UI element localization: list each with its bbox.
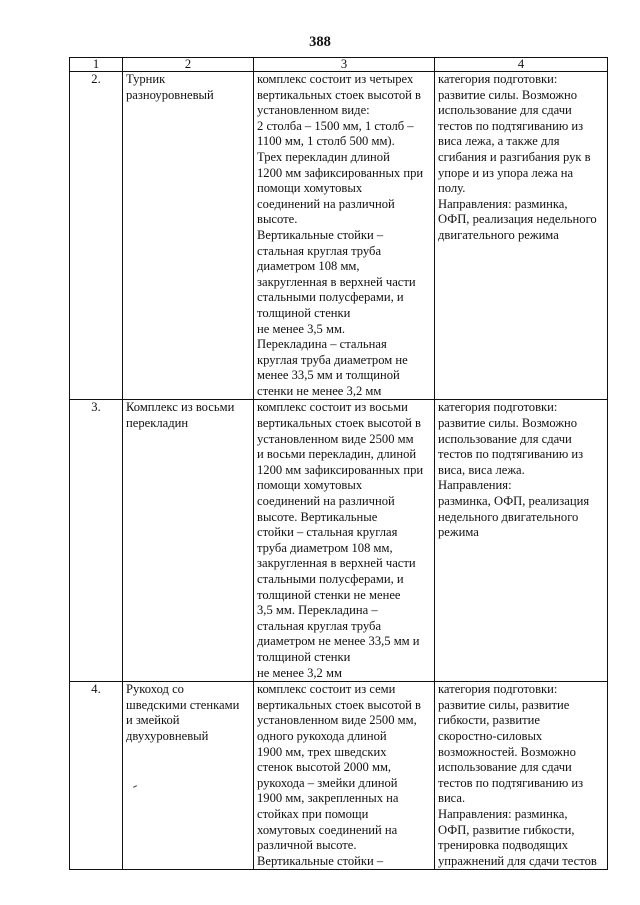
equipment-purpose-line: ОФП, развитие гибкости,: [438, 822, 575, 837]
equipment-description-line: стальными полусферами, и: [257, 290, 404, 305]
equipment-description-line: 1200 мм зафиксированных при: [257, 165, 424, 180]
equipment-name-line: Турник: [126, 72, 166, 86]
equipment-purpose-line: виса, виса лежа.: [438, 462, 525, 477]
equipment-description-line: установленном виде 2500 мм: [257, 431, 414, 446]
equipment-description-line: толщиной стенки не менее: [257, 587, 401, 602]
equipment-purpose-line: категория подготовки:: [438, 682, 558, 697]
equipment-purpose-line: скоростно-силовых: [438, 728, 543, 743]
equipment-description-line: стенки не менее 3,2 мм: [257, 383, 382, 398]
equipment-name-line: Рукоход со: [126, 682, 184, 697]
equipment-description-line: вертикальных стоек высотой в: [257, 697, 421, 712]
equipment-name-line: разноуровневый: [126, 87, 214, 102]
equipment-purpose-line: использование для сдачи: [438, 760, 572, 775]
equipment-description-line: Вертикальные стойки –: [257, 853, 384, 868]
row-number: 2.: [70, 72, 123, 400]
equipment-purpose-cell: [435, 682, 608, 870]
equipment-name-line: двухуровневый: [126, 728, 209, 743]
equipment-description-line: помощи хомутовых: [257, 478, 363, 493]
equipment-purpose-line: недельного двигательного: [438, 509, 579, 524]
column-header: 3: [254, 58, 435, 72]
equipment-description-line: различной высоте.: [257, 838, 357, 853]
row-number: 4.: [70, 682, 123, 870]
equipment-purpose-line: тренировка подводящих: [438, 838, 569, 853]
equipment-description-line: одного рукохода длиной: [257, 728, 387, 743]
equipment-description-cell: [254, 72, 435, 400]
equipment-name-cell: [123, 72, 254, 400]
equipment-description-cell: [254, 682, 435, 870]
equipment-description-line: стойках при помощи: [257, 806, 369, 821]
equipment-description-line: вертикальных стоек высотой в: [257, 416, 421, 431]
equipment-purpose-line: Направления: разминка,: [438, 806, 568, 821]
equipment-purpose-line: ОФП, реализация недельного: [438, 212, 597, 227]
equipment-description-line: и восьми перекладин, длиной: [257, 447, 417, 462]
equipment-purpose-line: виса.: [438, 791, 466, 806]
equipment-description-line: менее 33,5 мм и толщиной: [257, 368, 400, 383]
equipment-description-line: 1100 мм, 1 столб 500 мм).: [257, 134, 395, 149]
equipment-description-line: круглая труба диаметром не: [257, 352, 408, 367]
equipment-name-line: и змейкой: [126, 713, 180, 728]
equipment-name-line: Комплекс из восьми: [126, 400, 235, 415]
equipment-description-line: высоте. Вертикальные: [257, 509, 378, 524]
equipment-description-line: 1200 мм зафиксированных при: [257, 462, 424, 477]
table-row: [70, 400, 608, 682]
equipment-description-line: установленном виде 2500 мм,: [257, 713, 417, 728]
equipment-description-line: не менее 3,2 мм: [257, 665, 342, 680]
equipment-name-cell: [123, 400, 254, 682]
equipment-purpose-cell: [435, 400, 608, 682]
equipment-purpose-line: развитие силы. Возможно: [438, 87, 578, 102]
equipment-description-line: не менее 3,5 мм.: [257, 321, 346, 336]
equipment-purpose-line: сгибания и разгибания рук в: [438, 149, 591, 164]
equipment-description-line: диаметром 108 мм,: [257, 259, 360, 274]
equipment-purpose-line: разминка, ОФП, реализация: [438, 494, 590, 509]
equipment-description-line: соединений на различной: [257, 494, 395, 509]
equipment-description-line: стенок высотой 2000 мм,: [257, 760, 392, 775]
equipment-name-line: перекладин: [126, 416, 189, 431]
equipment-purpose-line: виса лежа, а также для: [438, 134, 560, 149]
equipment-description-line: соединений на различной: [257, 196, 395, 211]
equipment-name-line: шведскими стенками: [126, 697, 240, 712]
equipment-purpose-line: двигательного режима: [438, 227, 559, 242]
equipment-purpose-line: развитие силы. Возможно: [438, 416, 578, 431]
equipment-purpose-line: развитие силы, развитие: [438, 697, 570, 712]
equipment-description-cell: [254, 400, 435, 682]
equipment-purpose-line: упражнений для сдачи тестов: [438, 853, 597, 868]
equipment-description-line: вертикальных стоек высотой в: [257, 87, 421, 102]
equipment-purpose-line: упоре и из упора лежа на: [438, 165, 574, 180]
equipment-description-line: стойки – стальная круглая: [257, 525, 398, 540]
equipment-purpose-line: тестов по подтягиванию из: [438, 447, 584, 462]
equipment-purpose-line: Направления:: [438, 478, 512, 493]
equipment-description-line: комплекс состоит из четырех: [257, 72, 414, 86]
table-row: [70, 72, 608, 400]
equipment-description-line: помощи хомутовых: [257, 181, 363, 196]
equipment-description-line: Трех перекладин длиной: [257, 149, 390, 164]
equipment-description-line: 3,5 мм. Перекладина –: [257, 603, 378, 618]
equipment-table: [69, 57, 608, 870]
table-row: [70, 682, 608, 870]
equipment-description-line: стальными полусферами, и: [257, 572, 404, 586]
column-header: 2: [123, 58, 254, 72]
equipment-description-line: закругленная в верхней части: [257, 274, 416, 289]
equipment-description-line: толщиной стенки: [257, 305, 351, 320]
equipment-description-line: стальная круглая труба: [257, 618, 382, 633]
column-header: 1: [70, 58, 123, 72]
equipment-purpose-line: полу.: [438, 181, 466, 196]
equipment-description-line: 2 столба – 1500 мм, 1 столб –: [257, 118, 414, 133]
equipment-description-line: стальная круглая труба: [257, 243, 382, 258]
equipment-purpose-line: тестов по подтягиванию из: [438, 775, 584, 790]
equipment-description-line: установленном виде:: [257, 103, 370, 118]
equipment-description-line: 1900 мм, закрепленных на: [257, 791, 399, 806]
equipment-description-line: диаметром не менее 33,5 мм и: [257, 634, 420, 649]
equipment-purpose-line: категория подготовки:: [438, 72, 558, 86]
equipment-description-line: комплекс состоит из восьми: [257, 400, 408, 415]
equipment-description-line: 1900 мм, трех шведских: [257, 744, 387, 759]
equipment-description-line: высоте.: [257, 212, 298, 227]
equipment-name-cell: [123, 682, 254, 870]
equipment-purpose-line: использование для сдачи: [438, 103, 572, 118]
equipment-description-line: Перекладина – стальная: [257, 337, 387, 352]
equipment-purpose-line: режима: [438, 525, 479, 540]
table-header-row: [70, 58, 608, 72]
equipment-purpose-line: тестов по подтягиванию из: [438, 118, 584, 133]
equipment-purpose-line: гибкости, развитие: [438, 713, 540, 728]
equipment-purpose-line: категория подготовки:: [438, 400, 558, 415]
column-header: 4: [435, 58, 608, 72]
equipment-description-line: труба диаметром 108 мм,: [257, 540, 393, 555]
equipment-purpose-cell: [435, 72, 608, 400]
equipment-description-line: закругленная в верхней части: [257, 556, 416, 571]
equipment-purpose-line: возможностей. Возможно: [438, 744, 576, 759]
equipment-purpose-line: Направления: разминка,: [438, 196, 568, 211]
equipment-description-line: рукохода – змейки длиной: [257, 775, 398, 790]
equipment-description-line: толщиной стенки: [257, 649, 351, 664]
equipment-description-line: Вертикальные стойки –: [257, 227, 384, 242]
equipment-purpose-line: использование для сдачи: [438, 431, 572, 446]
equipment-description-line: хомутовых соединений на: [257, 822, 398, 837]
row-number: 3.: [70, 400, 123, 682]
equipment-description-line: комплекс состоит из семи: [257, 682, 396, 697]
page-number: 388: [309, 34, 331, 50]
